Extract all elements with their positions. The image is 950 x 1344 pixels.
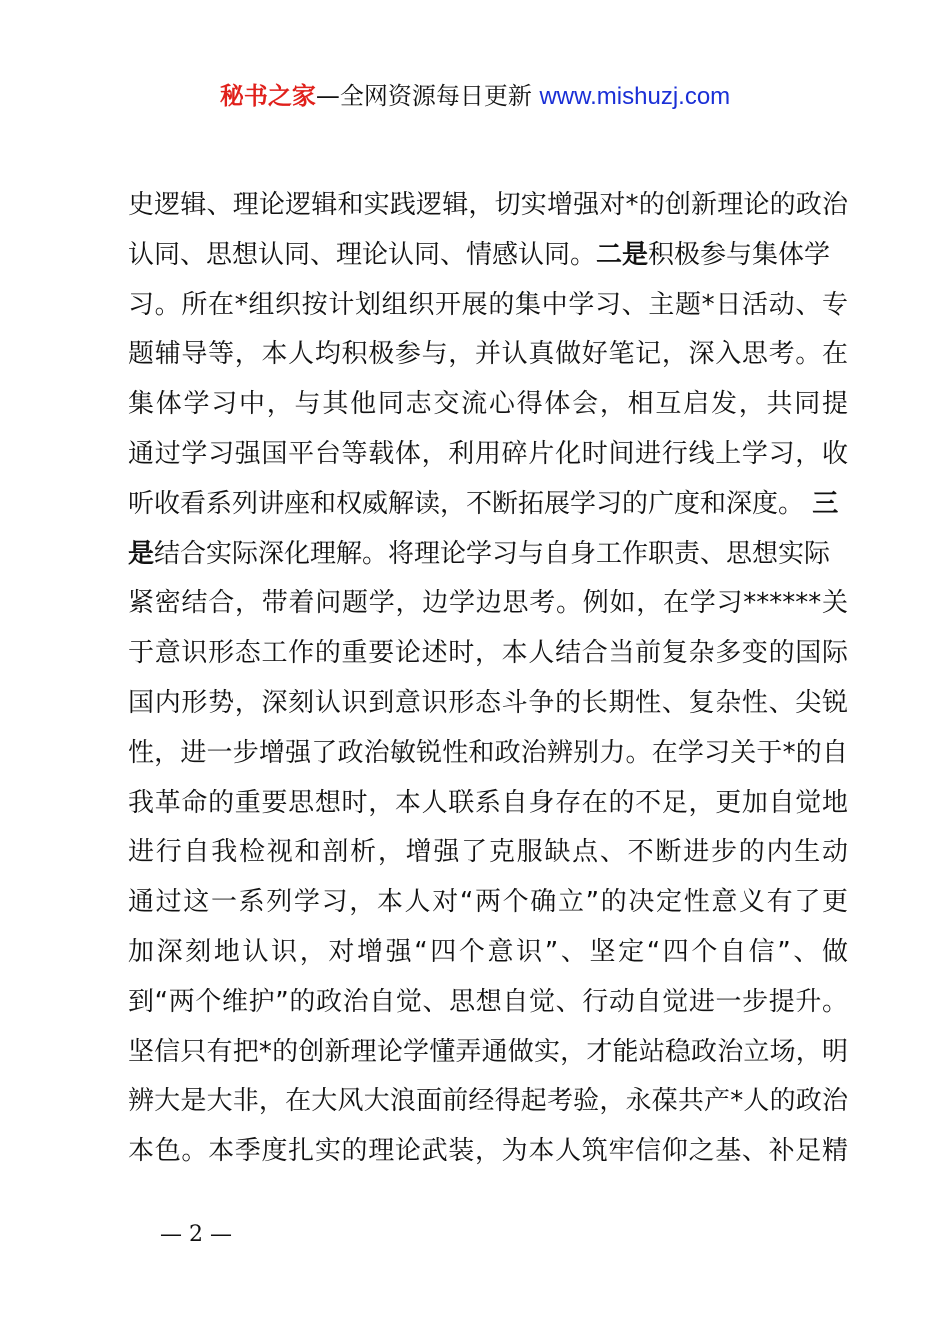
text-line: 本色。本季度扎实的理论武装，为本人筑牢信仰之基、补足精	[128, 1136, 848, 1167]
text-line	[128, 530, 848, 580]
text-line: 国内形势，深刻认识到意识形态斗争的长期性、复杂性、尖锐	[128, 687, 848, 718]
text-line: 到“两个维护”的政治自觉、思想自觉、行动自觉进一步提升。	[128, 986, 848, 1017]
document-body	[128, 181, 848, 1177]
brand-name: 秘书之家	[219, 82, 316, 110]
text-line: 于意识形态工作的重要论述时，本人结合当前复杂多变的国际	[128, 638, 848, 669]
text-line: 紧密结合，带着问题学，边学边思考。例如，在学习******关	[128, 588, 848, 619]
text-line: 加深刻地认识，对增强“四个意识”、坚定“四个自信”、做	[128, 936, 848, 967]
bold-heading-marker: 二是	[596, 239, 649, 270]
text-line: 通过学习强国平台等载体，利用碎片化时间进行线上学习，收	[128, 438, 848, 469]
website-link[interactable]: www.mishuzj.com	[539, 83, 731, 110]
site-header	[0, 80, 950, 113]
text-segment: 听收看系列讲座和权威解读，不断拓展学习的广度和深度。	[128, 488, 805, 519]
text-line: 性，进一步增强了政治敏锐性和政治辨别力。在学习关于*的自	[128, 737, 848, 768]
text-line: 进行自我检视和剖析，增强了克服缺点、不断进步的内生动	[128, 837, 848, 868]
text-line	[128, 231, 848, 281]
page-number: — 2 —	[160, 1222, 232, 1247]
text-line: 我革命的重要思想时，本人联系自身存在的不足，更加自觉地	[128, 787, 848, 818]
bold-heading-marker: 三	[812, 488, 839, 519]
text-line: 史逻辑、理论逻辑和实践逻辑，切实增强对*的创新理论的政治	[128, 190, 848, 220]
text-line: 题辅导等，本人均积极参与，并认真做好笔记，深入思考。在	[128, 339, 848, 370]
text-line: 集体学习中，与其他同志交流心得体会，相互启发，共同提	[128, 389, 848, 420]
text-segment: 积极参与集体学	[648, 239, 831, 270]
text-segment: 结合实际深化理解。将理论学习与自身工作职责、思想实际	[154, 538, 831, 569]
text-segment: 认同、思想认同、理论认同、情感认同。	[128, 239, 597, 270]
text-line: 坚信只有把*的创新理论学懂弄通做实，才能站稳政治立场，明	[128, 1036, 848, 1067]
text-line: 通过这一系列学习，本人对“两个确立”的决定性意义有了更	[128, 887, 848, 918]
header-tagline: —全网资源每日更新	[315, 82, 540, 110]
text-line: 习。所在*组织按计划组织开展的集中学习、主题*日活动、专	[128, 289, 848, 320]
bold-heading-marker: 是	[128, 538, 155, 569]
text-line	[128, 480, 848, 530]
text-line: 辨大是大非，在大风大浪面前经得起考验，永葆共产*人的政治	[128, 1086, 848, 1117]
